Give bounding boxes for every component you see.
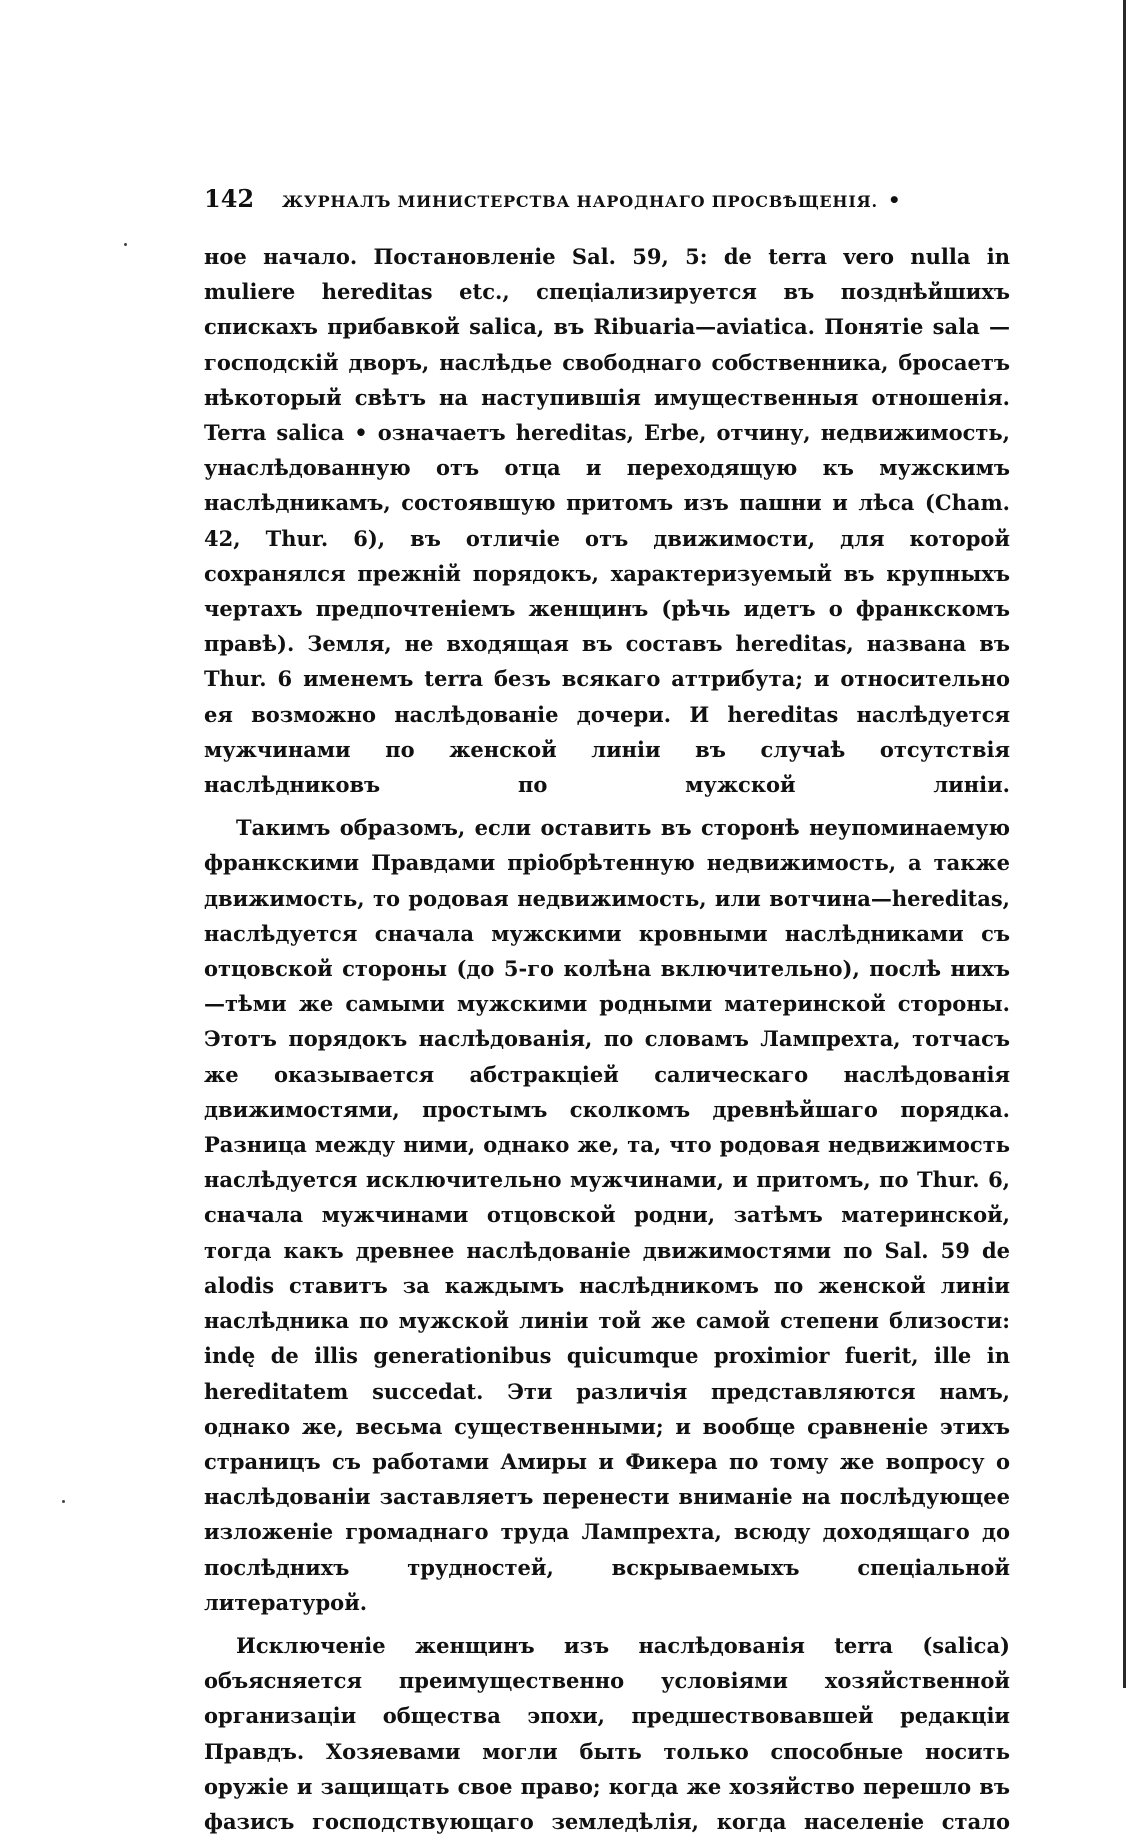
book-page	[204, 184, 1010, 1847]
scan-speck	[124, 243, 127, 246]
paragraph-lamprecht: Такимъ образомъ, если оставить въ сторонѣ неупоминаемую франкскими Правдами пріобрѣтенную недвижимость, а также движимость, то родовая недвижимость, или вотчина—hereditas, наслѣдуется сначала мужскими кровными наслѣдниками съ отцовской стороны (до 5-го колѣна включительно), послѣ нихъ—тѣми же самыми мужскими родными материнской стороны. Этотъ порядокъ наслѣдованія, по словамъ Лампрехта, тотчасъ же оказывается абстракціей салическаго наслѣдованія движимостями, простымъ сколкомъ древнѣйшаго порядка. Разница между ними, однако же, та, что родовая недвижимость наслѣдуется исключительно мужчинами, и притомъ, по Thur. 6, сначала мужчинами отцовской родни, затѣмъ материнской, тогда какъ древнее наслѣдованіе движимостями по Sal. 59 de alodis ставитъ за каждымъ наслѣдникомъ по женской линіи наслѣдника по мужской линіи той же самой степени близости: indę de illis generationibus quicumque proximior fuerit, ille in hereditatem succedat. Эти различія представляются намъ, однако же, весьма существенными; и вообще сравненіе этихъ страницъ съ работами Амиры и Фикера по тому же вопросу о наслѣдованіи заставляетъ перенести вниманіе на послѣдующее изложеніе громаднаго труда Лампрехта, всюду доходящаго до послѣднихъ трудностей, вскрываемыхъ спеціальной литературой.	[204, 815, 1010, 1615]
page-spine-edge	[1123, 0, 1126, 1688]
page-number: 142	[204, 184, 255, 213]
running-head	[204, 184, 1010, 213]
journal-title: ЖУРНАЛЪ МИНИСТЕРСТВА НАРОДНАГО ПРОСВѢЩЕНІЯ.	[282, 192, 878, 211]
paragraph-exclusion: Исключеніе женщинъ изъ наслѣдованія terra (salica) объясняется преимущественно условіями хозяйственной организаціи общества эпохи, предшествовавшей редакціи Правдъ. Хозяевами могли быть только способные носить оружіе и защищать свое право; когда же хозяйство перешло въ фазисъ господствующаго земледѣлія, когда населеніе стало	[204, 1632, 1010, 1834]
header-mark: •	[887, 188, 901, 212]
scan-speck	[62, 1500, 65, 1503]
paragraph-continuation: ное начало. Постановленіе Sal. 59, 5: de terra vero nulla in muliere hereditas etc., спеціализируется въ позднѣйшихъ спискахъ прибавкой salica, въ Ribuaria—aviatica. Понятіе sala — господскій дворъ, наслѣдье свободнаго собственника, бросаетъ нѣкоторый свѣтъ на наступившія имущественныя отношенія. Terra salica • означаетъ hereditas, Erbe, отчину, недвижимость, унаслѣдованную отъ отца и переходящую къ мужскимъ наслѣдникамъ, состоявшую притомъ изъ пашни и лѣса (Cham. 42, Thur. 6), въ отличіе отъ движимости, для которой сохранялся прежній порядокъ, характеризуемый въ крупныхъ чертахъ предпочтеніемъ женщинъ (рѣчь идетъ о франкскомъ правѣ). Земля, не входящая въ составъ hereditas, названа въ Thur. 6 именемъ terra безъ всякаго аттрибута; и относительно ея возможно наслѣдованіе дочери. И hereditas наслѣдуется мужчинами по женской линіи въ случаѣ отсутствія наслѣдниковъ по мужской линіи.	[204, 244, 1010, 798]
